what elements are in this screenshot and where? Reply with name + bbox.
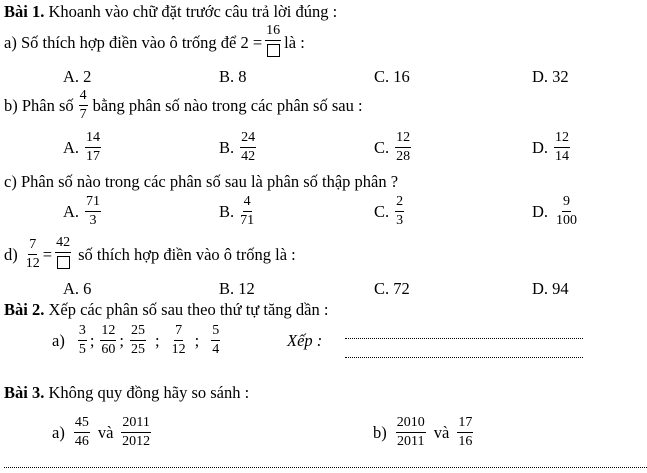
bai3-heading: Bài 3.	[4, 383, 45, 402]
option-b-A[interactable]: A. $\frac{14}{17}$	[63, 130, 101, 164]
blank-box	[267, 44, 280, 57]
answer-label: Xếp :	[287, 331, 323, 350]
option-c-B[interactable]: B. $\frac{4}{71}$	[219, 194, 255, 228]
fraction: $\frac{12}{14}$	[555, 130, 570, 164]
fraction: $\frac{5}{4}$	[212, 323, 220, 357]
option-d-A[interactable]: A. 6	[63, 279, 92, 298]
bai2-fraction-list: a) $\frac{3}{5}$ ; $\frac{12}{60}$ ; $\frac{25}{25}$ ; $\frac{7}{12}$ ; $\frac{5}{4}$	[52, 323, 220, 357]
fraction: $\frac{7}{12}$	[171, 323, 186, 357]
bai3-compare-b: b) $\frac{2010}{2011}$ và $\frac{17}{16}$	[373, 415, 473, 449]
question-b-prefix: b) Phân số	[4, 95, 74, 115]
option-b-D[interactable]: D. $\frac{12}{14}$	[532, 130, 570, 164]
bai1-instruction: Khoanh vào chữ đặt trước câu trả lời đúng :	[44, 2, 338, 21]
fraction: $\frac{17}{16}$	[458, 415, 473, 449]
fraction: $\frac{25}{25}$	[131, 323, 146, 357]
fraction: $\frac{4}{71}$	[240, 194, 255, 228]
fraction: $\frac{7}{12}$	[25, 237, 40, 271]
option-d-D[interactable]: D. 94	[532, 279, 569, 298]
option-a-C[interactable]: C. 16	[374, 67, 410, 86]
option-a-A[interactable]: A. 2	[63, 67, 92, 86]
question-a	[4, 24, 305, 61]
answer-line-2[interactable]	[345, 357, 583, 358]
bai3-compare-a: a) $\frac{45}{46}$ và $\frac{2011}{2012}$	[52, 415, 151, 449]
option-c-C[interactable]: C. $\frac{2}{3}$	[374, 194, 404, 228]
option-b-B[interactable]: B. $\frac{24}{42}$	[219, 130, 256, 164]
bai1-heading: Bài 1.	[4, 2, 45, 21]
option-d-B[interactable]: B. 12	[219, 279, 255, 298]
option-c-D[interactable]: D. $\frac{9}{100}$	[532, 194, 578, 228]
option-d-C[interactable]: C. 72	[374, 279, 410, 298]
question-c: c) Phân số nào trong các phân số sau là phân số thập phân ?	[4, 172, 399, 191]
fraction: $\frac{24}{42}$	[241, 130, 256, 164]
question-a-suffix: là :	[284, 32, 305, 52]
fraction: $\frac{2}{3}$	[396, 194, 404, 228]
option-c-A[interactable]: A. $\frac{71}{3}$	[63, 194, 101, 228]
bai3-instruction: Không quy đồng hãy so sánh :	[44, 383, 250, 402]
question-a-text: a) Số thích hợp điền vào ô trống để 2 =	[4, 32, 263, 52]
fraction: $\frac{2011}{2012}$	[122, 415, 151, 449]
fraction-16-blank: 16	[265, 24, 281, 61]
question-d: d) $\frac{7}{12}$ = 42 số thích hợp điền vào ô trống là :	[4, 235, 296, 271]
fraction: $\frac{9}{100}$	[556, 194, 578, 228]
question-b	[4, 89, 363, 122]
bai3-heading-line	[4, 383, 249, 403]
answer-line-bai3[interactable]	[4, 467, 647, 468]
bai2-heading-line	[4, 300, 328, 320]
bai2-heading: Bài 2.	[4, 300, 45, 319]
fraction: $\frac{4}{7}$	[79, 88, 87, 122]
fraction: $\frac{71}{3}$	[86, 194, 101, 228]
question-d-suffix: số thích hợp điền vào ô trống là :	[78, 244, 296, 264]
fraction: $\frac{12}{28}$	[396, 130, 411, 164]
fraction: $\frac{12}{60}$	[101, 323, 116, 357]
bai1-heading-line	[4, 2, 337, 22]
answer-line-1[interactable]	[345, 338, 583, 339]
blank-box	[57, 256, 70, 269]
fraction: $\frac{3}{5}$	[78, 323, 86, 357]
option-b-C[interactable]: C. $\frac{12}{28}$	[374, 130, 411, 164]
option-a-D[interactable]: D. 32	[532, 67, 569, 86]
bai2-instruction: Xếp các phân số sau theo thứ tự tăng dần :	[44, 300, 329, 319]
fraction: $\frac{45}{46}$	[74, 415, 89, 449]
question-b-suffix: bằng phân số nào trong các phân số sau :	[92, 95, 363, 115]
fraction-42-blank: 42	[55, 236, 71, 273]
fraction: $\frac{14}{17}$	[86, 130, 101, 164]
fraction: $\frac{2010}{2011}$	[396, 415, 425, 449]
option-a-B[interactable]: B. 8	[219, 67, 247, 86]
